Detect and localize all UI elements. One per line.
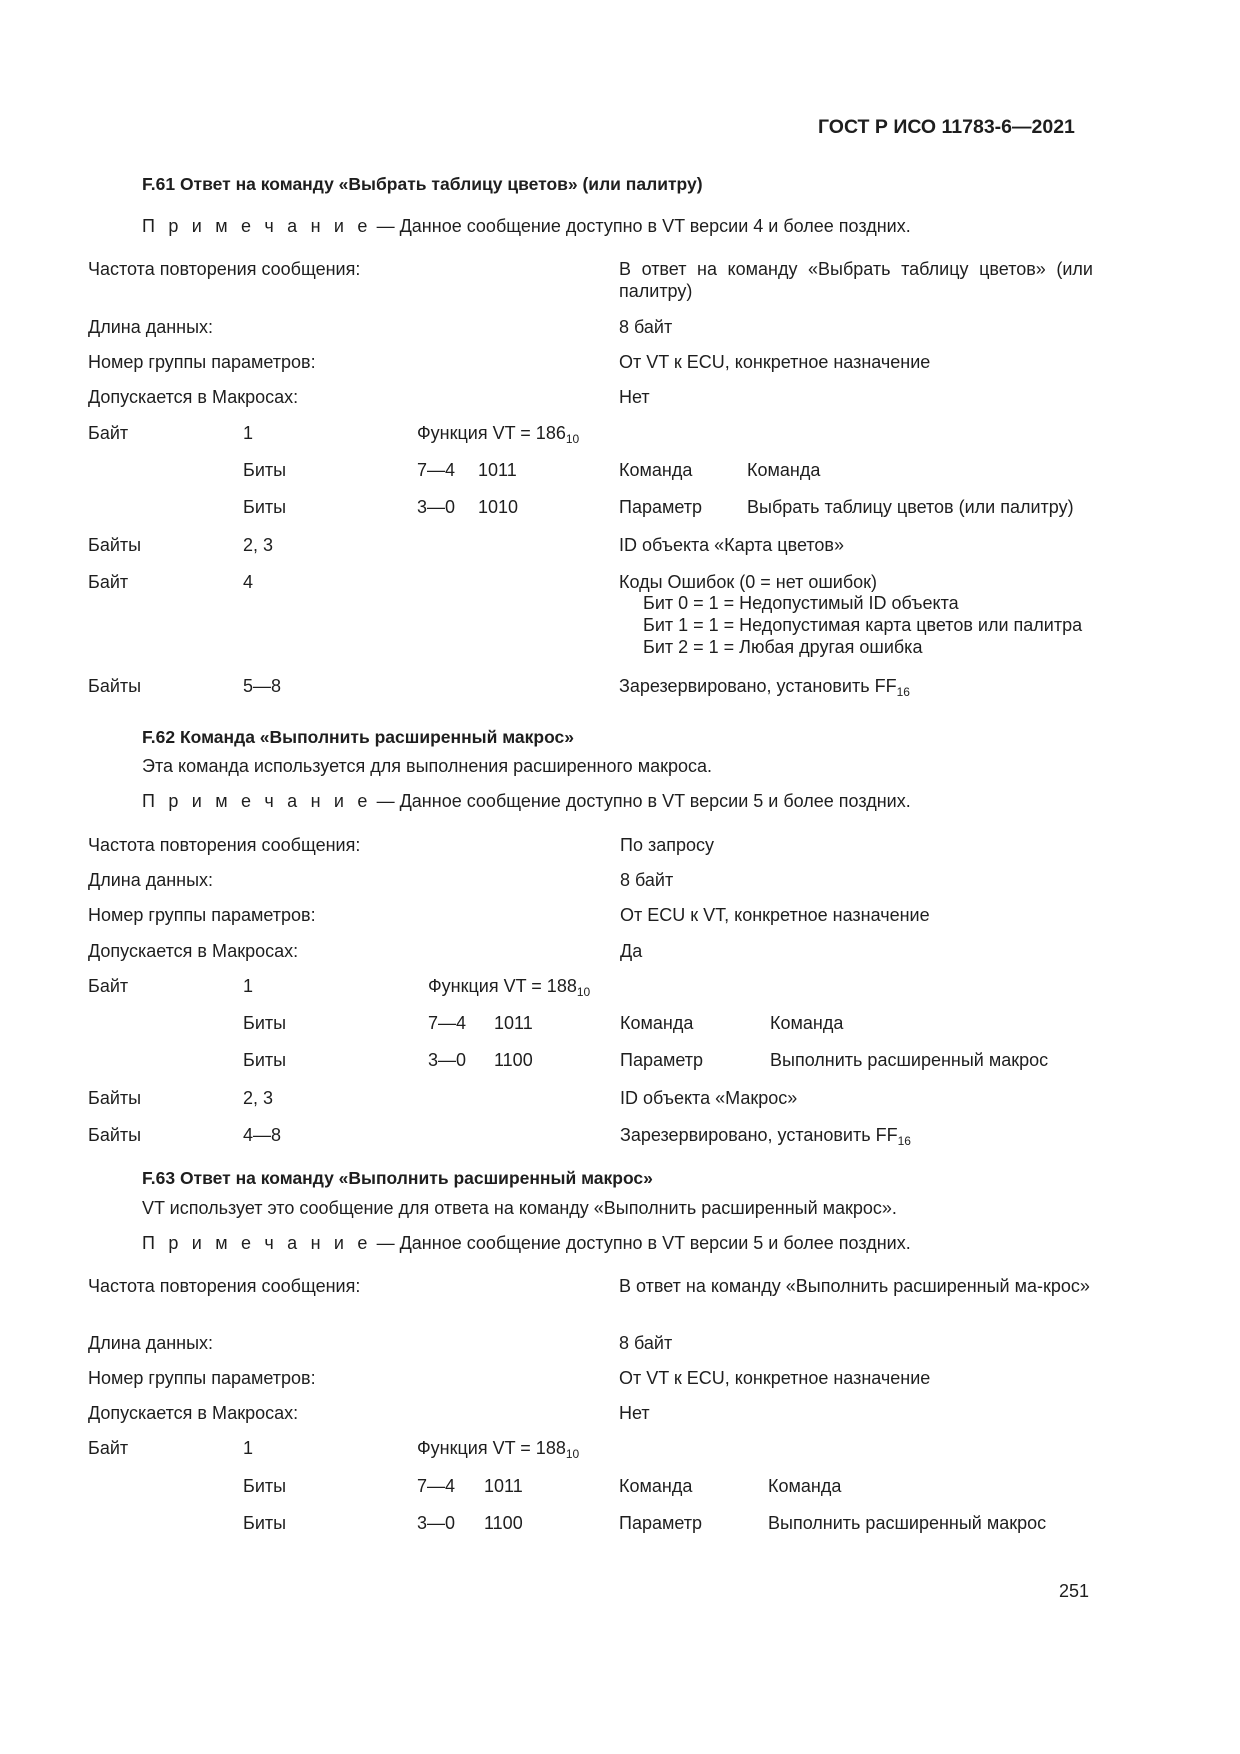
- parameter-label: Параметр: [620, 1050, 704, 1070]
- bits-range: 7—4: [417, 1476, 456, 1496]
- section-title-f61: F.61 Ответ на команду «Выбрать таблицу цветов» (или палитру): [142, 174, 703, 194]
- bits-label: Биты: [243, 497, 287, 517]
- macros-value: Нет: [619, 1403, 650, 1423]
- bits-value: 1010: [478, 497, 519, 517]
- pgn-value: От VT к ECU, конкретное назначение: [619, 352, 931, 372]
- bits-range: 3—0: [417, 497, 456, 517]
- repeat-rate-value: В ответ на команду «Выполнить расширенный ма-крос»: [619, 1276, 1090, 1296]
- parameter-label: Параметр: [619, 497, 703, 517]
- command-name: Команда: [768, 1476, 842, 1496]
- section-intro-f62: Эта команда используется для выполнения расширенного макроса.: [142, 756, 712, 776]
- section-title-f62: F.62 Команда «Выполнить расширенный макрос»: [142, 727, 575, 747]
- macros-value: Да: [620, 941, 643, 961]
- repeat-rate-label: Частота повторения сообщения:: [88, 259, 361, 279]
- vt-function: Функция VT = $188_{10}$: [417, 1438, 580, 1461]
- data-length-label: Длина данных:: [88, 870, 214, 890]
- bytes-description: Зарезервировано, установить $FF_{16}$: [620, 1125, 911, 1148]
- bytes-label: Байты: [88, 535, 142, 555]
- pgn-value: От VT к ECU, конкретное назначение: [619, 1368, 931, 1388]
- note-label: П р и м е ч а н и е: [142, 216, 372, 236]
- command-label: Команда: [620, 1013, 694, 1033]
- parameter-name: Выполнить расширенный макрос: [768, 1513, 1047, 1533]
- byte-number: 1: [243, 423, 254, 443]
- command-label: Команда: [619, 1476, 693, 1496]
- repeat-rate-label: Частота повторения сообщения:: [88, 1276, 361, 1296]
- bytes-number: 2, 3: [243, 535, 274, 555]
- bits-label: Биты: [243, 1513, 287, 1533]
- bits-value: 1100: [494, 1050, 533, 1070]
- note-label: П р и м е ч а н и е: [142, 791, 372, 811]
- bytes-number: 2, 3: [243, 1088, 274, 1108]
- bytes-label: Байты: [88, 1088, 142, 1108]
- byte-label: Байт: [88, 423, 129, 443]
- bytes-number: 5—8: [243, 676, 282, 696]
- parameter-label: Параметр: [619, 1513, 703, 1533]
- bits-label: Биты: [243, 1013, 287, 1033]
- note-f61: [142, 215, 911, 237]
- command-name: Команда: [770, 1013, 844, 1033]
- error-code-item: Бит 2 = 1 = Любая другая ошибка: [643, 637, 923, 657]
- pgn-label: Номер группы параметров:: [88, 905, 316, 925]
- macros-value: Нет: [619, 387, 650, 407]
- bits-range: 7—4: [428, 1013, 467, 1033]
- command-name: Команда: [747, 460, 821, 480]
- data-length-label: Длина данных:: [88, 317, 214, 337]
- parameter-name: Выполнить расширенный макрос: [770, 1050, 1049, 1070]
- repeat-rate-value: В ответ на команду «Выбрать таблицу цветов» (или палитру): [619, 259, 1093, 301]
- bytes-description: ID объекта «Макрос»: [620, 1088, 798, 1108]
- error-codes-title: Коды Ошибок (0 = нет ошибок): [619, 572, 878, 592]
- repeat-rate-value: По запросу: [620, 835, 714, 855]
- bytes-label: Байты: [88, 1125, 142, 1145]
- vt-function: Функция VT = $186_{10}$: [417, 423, 580, 446]
- page-number: 251: [1059, 1581, 1090, 1601]
- note-label: П р и м е ч а н и е: [142, 1233, 372, 1253]
- command-label: Команда: [619, 460, 693, 480]
- byte-number: 1: [243, 976, 254, 996]
- note-text: — Данное сообщение доступно в VT версии 5 и более поздних.: [376, 1233, 911, 1253]
- bits-value: 1011: [478, 460, 517, 480]
- macros-label: Допускается в Макросах:: [88, 387, 299, 407]
- note-f62: [142, 790, 911, 812]
- bits-range: 3—0: [428, 1050, 467, 1070]
- byte-number: 1: [243, 1438, 254, 1458]
- bytes-label: Байты: [88, 676, 142, 696]
- data-length-value: 8 байт: [619, 317, 673, 337]
- bits-range: 3—0: [417, 1513, 456, 1533]
- macros-label: Допускается в Макросах:: [88, 941, 299, 961]
- byte-label: Байт: [88, 976, 129, 996]
- document-id: ГОСТ Р ИСО 11783-6—2021: [818, 116, 1075, 138]
- byte-label: Байт: [88, 572, 129, 592]
- bits-value: 1011: [494, 1013, 533, 1033]
- error-code-item: Бит 0 = 1 = Недопустимый ID объекта: [643, 593, 959, 613]
- bits-label: Биты: [243, 460, 287, 480]
- section-title-f63: F.63 Ответ на команду «Выполнить расширенный макрос»: [142, 1168, 653, 1188]
- bytes-description: ID объекта «Карта цветов»: [619, 535, 844, 555]
- pgn-label: Номер группы параметров:: [88, 1368, 316, 1388]
- bits-label: Биты: [243, 1476, 287, 1496]
- vt-function: Функция VT = $188_{10}$: [428, 976, 591, 999]
- bits-range: 7—4: [417, 460, 456, 480]
- byte-label: Байт: [88, 1438, 129, 1458]
- note-text: — Данное сообщение доступно в VT версии 4 и более поздних.: [376, 216, 911, 236]
- note-text: — Данное сообщение доступно в VT версии 5 и более поздних.: [376, 791, 911, 811]
- pgn-label: Номер группы параметров:: [88, 352, 316, 372]
- byte-number: 4: [243, 572, 254, 592]
- macros-label: Допускается в Макросах:: [88, 1403, 299, 1423]
- bytes-description: Зарезервировано, установить $FF_{16}$: [619, 676, 910, 699]
- parameter-name: Выбрать таблицу цветов (или палитру): [747, 497, 1074, 517]
- data-length-value: 8 байт: [620, 870, 674, 890]
- bytes-number: 4—8: [243, 1125, 282, 1145]
- error-code-item: Бит 1 = 1 = Недопустимая карта цветов или палитра: [643, 615, 1083, 635]
- bits-value: 1100: [484, 1513, 523, 1533]
- repeat-rate-label: Частота повторения сообщения:: [88, 835, 361, 855]
- data-length-label: Длина данных:: [88, 1333, 214, 1353]
- bits-value: 1011: [484, 1476, 523, 1496]
- note-f63: [142, 1232, 911, 1254]
- data-length-value: 8 байт: [619, 1333, 673, 1353]
- section-intro-f63: VT использует это сообщение для ответа на команду «Выполнить расширенный макрос».: [142, 1198, 897, 1218]
- pgn-value: От ECU к VT, конкретное назначение: [620, 905, 930, 925]
- bits-label: Биты: [243, 1050, 287, 1070]
